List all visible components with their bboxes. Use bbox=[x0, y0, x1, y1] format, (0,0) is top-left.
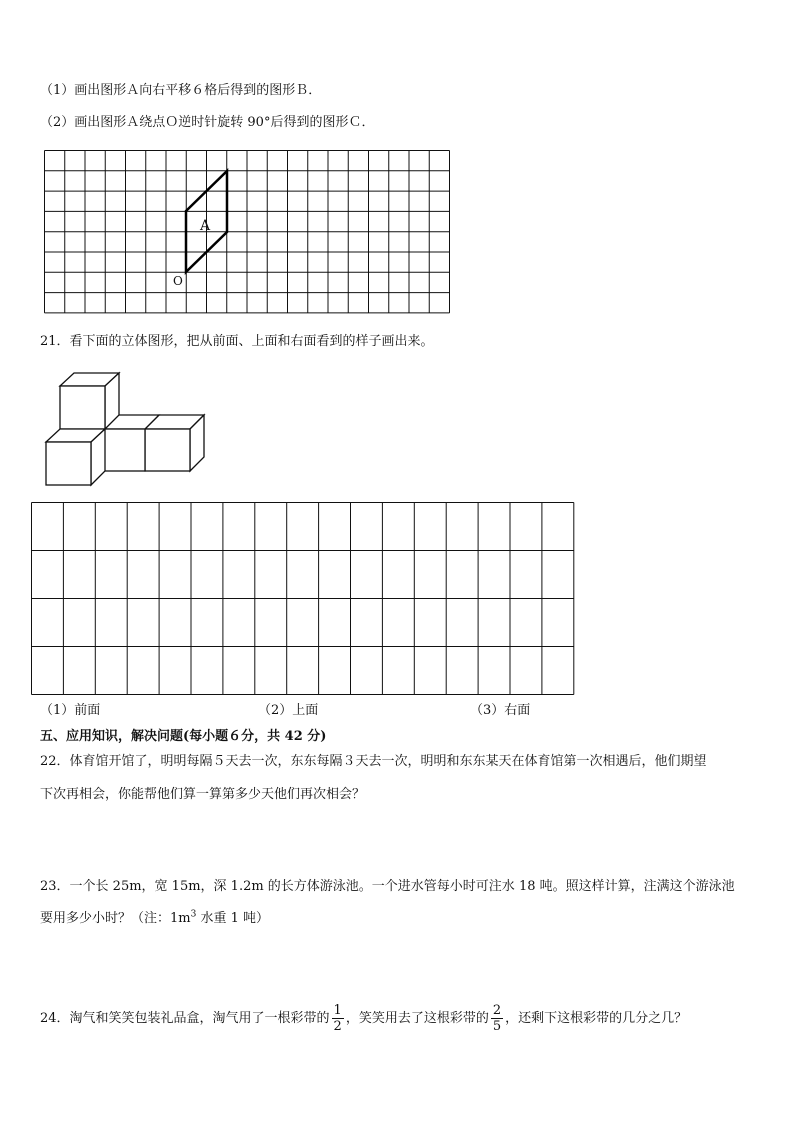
label-o: O bbox=[173, 274, 183, 288]
q20-part1: （1）画出图形Ａ向右平移６格后得到的图形Ｂ． bbox=[40, 83, 322, 98]
view-right-label: （3）右面 bbox=[470, 703, 531, 718]
q20-part2: （2）画出图形Ａ绕点Ｏ逆时针旋转 90°后得到的图形Ｃ． bbox=[40, 115, 375, 130]
q23-line1: 23．一个长 25m，宽 15m，深 1.2m 的长方体游泳池。一个进水管每小时可注水 18 吨。照这样计算，注满这个游泳池 bbox=[40, 879, 735, 894]
fraction-one-half: $\frac{1}{2}$ bbox=[333, 1003, 342, 1034]
view-front-label: （1）前面 bbox=[40, 703, 101, 718]
label-a: A bbox=[200, 218, 211, 234]
q22-line2: 下次再相会，你能帮他们算一算第多少天他们再次相会？ bbox=[40, 787, 366, 802]
view-top-label: （2）上面 bbox=[258, 703, 319, 718]
q22-line1: 22．体育馆开馆了，明明每隔５天去一次，东东每隔３天去一次，明明和东东某天在体育馆第一次相遇后，他们期望 bbox=[40, 754, 707, 769]
section5-title: 五、应用知识，解决问题(每小题６分，共 42 分) bbox=[40, 729, 327, 744]
fraction-two-fifths: $\frac{2}{5}$ bbox=[492, 1003, 502, 1034]
q21-text: 21．看下面的立体图形，把从前面、上面和右面看到的样子画出来。 bbox=[40, 334, 434, 349]
q23-line2: 要用多少小时？（注：$1m^3$ 水重 1 吨） bbox=[40, 909, 270, 926]
q24-text: 24．淘气和笑笑包装礼品盒，淘气用了一根彩带的 $\frac{1}{2}$ ，笑笑用去了这根彩带的 $\frac{2}{5}$ ，还剩下这根彩带的几分之几？ bbox=[40, 1003, 688, 1034]
